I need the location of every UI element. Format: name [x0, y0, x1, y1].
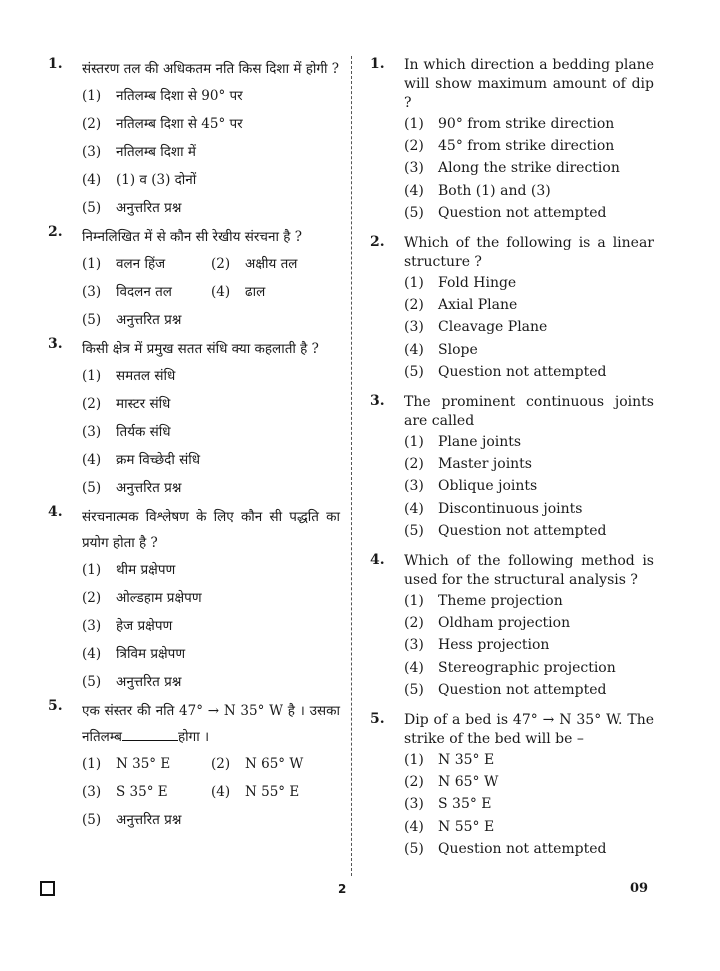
option-1: (1) N 35° E — [404, 752, 495, 769]
option-5: (5) अनुत्तरित प्रश्न — [82, 480, 182, 496]
english-question-2 — [362, 234, 654, 383]
option-1: (1) Theme projection — [404, 593, 563, 610]
question-stem: संरचनात्मक विश्लेषण के लिए कौन सी पद्धति का प्रयोग होता है ? — [82, 509, 340, 551]
option-4: (4) N 55° E — [211, 784, 300, 800]
option-5: (5) Question not attempted — [404, 204, 607, 221]
option-5: (5) Question not attempted — [404, 522, 607, 539]
option-4: (4) Discontinuous joints — [404, 500, 583, 517]
question-number: 3. — [370, 393, 385, 410]
option-3: (3) Cleavage Plane — [404, 319, 548, 336]
option-5: (5) अनुत्तरित प्रश्न — [82, 312, 182, 328]
question-number: 1. — [370, 56, 385, 72]
option-3: (3) S 35° E — [82, 784, 168, 800]
option-2: (2) मास्टर संधि — [82, 396, 171, 412]
question-stem: Which of the following method is used for the structural analysis ? — [404, 553, 654, 589]
question-number: 1. — [48, 56, 63, 72]
option-1: (1) N 35° E — [82, 756, 171, 772]
english-column — [362, 56, 654, 860]
question-stem: निम्नलिखित में से कौन सी रेखीय संरचना है ? — [82, 229, 302, 245]
option-5: (5) अनुत्तरित प्रश्न — [82, 200, 182, 216]
question-number: 5. — [48, 698, 63, 714]
option-1: (1) Fold Hinge — [404, 275, 517, 292]
option-4: (4) Stereographic projection — [404, 659, 616, 676]
question-number: 2. — [370, 234, 385, 251]
option-3: (3) विदलन तल — [82, 284, 172, 300]
question-stem: Which of the following is a linear structure ? — [404, 235, 654, 271]
option-2: (2) नतिलम्ब दिशा से 45° पर — [82, 116, 243, 132]
question-stem: In which direction a bedding plane will show maximum amount of dip ? — [404, 57, 654, 111]
question-number: 2. — [48, 224, 63, 240]
hindi-question-2 — [40, 224, 340, 334]
question-number: 4. — [370, 552, 385, 569]
option-2: (2) N 65° W — [211, 756, 304, 772]
option-1: (1) समतल संधि — [82, 368, 176, 384]
option-1: (1) थीम प्रक्षेपण — [82, 562, 176, 578]
option-5: (5) अनुत्तरित प्रश्न — [82, 674, 182, 690]
corner-mark — [40, 881, 55, 896]
option-4: (4) ढाल — [211, 284, 266, 300]
option-4: (4) क्रम विच्छेदी संधि — [82, 452, 201, 468]
option-2: (2) Oldham projection — [404, 615, 571, 632]
question-stem: एक संस्तर की नति 47° → N 35° W है । उसका नतिलम्ब होगा । — [82, 703, 340, 745]
paper-code: 09 — [630, 881, 649, 896]
option-5: (5) Question not attempted — [404, 363, 607, 380]
question-number: 4. — [48, 504, 63, 520]
column-divider — [351, 56, 352, 876]
option-3: (3) Along the strike direction — [404, 160, 620, 177]
option-2: (2) N 65° W — [404, 774, 499, 791]
option-4: (4) त्रिविम प्रक्षेपण — [82, 646, 186, 662]
option-3: (3) तिर्यक संधि — [82, 424, 171, 440]
option-3: (3) Oblique joints — [404, 478, 538, 495]
option-4: (4) Slope — [404, 341, 478, 358]
option-4: (4) Both (1) and (3) — [404, 182, 551, 199]
option-3: (3) Hess projection — [404, 637, 550, 654]
hindi-question-4 — [40, 504, 340, 696]
option-1: (1) वलन हिंज — [82, 256, 166, 272]
option-3: (3) नतिलम्ब दिशा में — [82, 144, 196, 160]
option-4: (4) (1) व (3) दोनों — [82, 172, 197, 188]
question-stem: The prominent continuous joints are called — [404, 394, 654, 430]
english-question-5 — [362, 711, 654, 860]
hindi-question-3 — [40, 336, 340, 502]
question-stem: Dip of a bed is 47° → N 35° W. The strike of the bed will be – — [404, 712, 654, 748]
option-1: (1) नतिलम्ब दिशा से 90° पर — [82, 88, 243, 104]
page-number: 2 — [338, 882, 347, 896]
option-1: (1) 90° from strike direction — [404, 116, 615, 132]
option-3: (3) हेज प्रक्षेपण — [82, 618, 173, 634]
question-number: 3. — [48, 336, 63, 352]
question-stem: किसी क्षेत्र में प्रमुख सतत संधि क्या कहलाती है ? — [82, 341, 319, 357]
hindi-question-5 — [40, 698, 340, 834]
option-5: (5) अनुत्तरित प्रश्न — [82, 812, 182, 828]
question-number: 5. — [370, 711, 385, 728]
option-2: (2) अक्षीय तल — [211, 256, 298, 272]
option-2: (2) 45° from strike direction — [404, 138, 615, 155]
option-2: (2) Axial Plane — [404, 297, 518, 314]
option-2: (2) ओल्डहाम प्रक्षेपण — [82, 590, 202, 606]
english-question-3 — [362, 393, 654, 542]
fill-in-blank — [122, 740, 178, 741]
option-2: (2) Master joints — [404, 456, 532, 473]
option-4: (4) N 55° E — [404, 818, 495, 835]
option-3: (3) S 35° E — [404, 796, 492, 813]
hindi-column — [40, 56, 340, 834]
option-1: (1) Plane joints — [404, 434, 522, 451]
option-5: (5) Question not attempted — [404, 681, 607, 698]
english-question-1 — [362, 56, 654, 224]
question-stem: संस्तरण तल की अधिकतम नति किस दिशा में होगी ? — [82, 61, 340, 77]
hindi-question-1 — [40, 56, 340, 222]
option-5: (5) Question not attempted — [404, 840, 607, 857]
english-question-4 — [362, 552, 654, 701]
